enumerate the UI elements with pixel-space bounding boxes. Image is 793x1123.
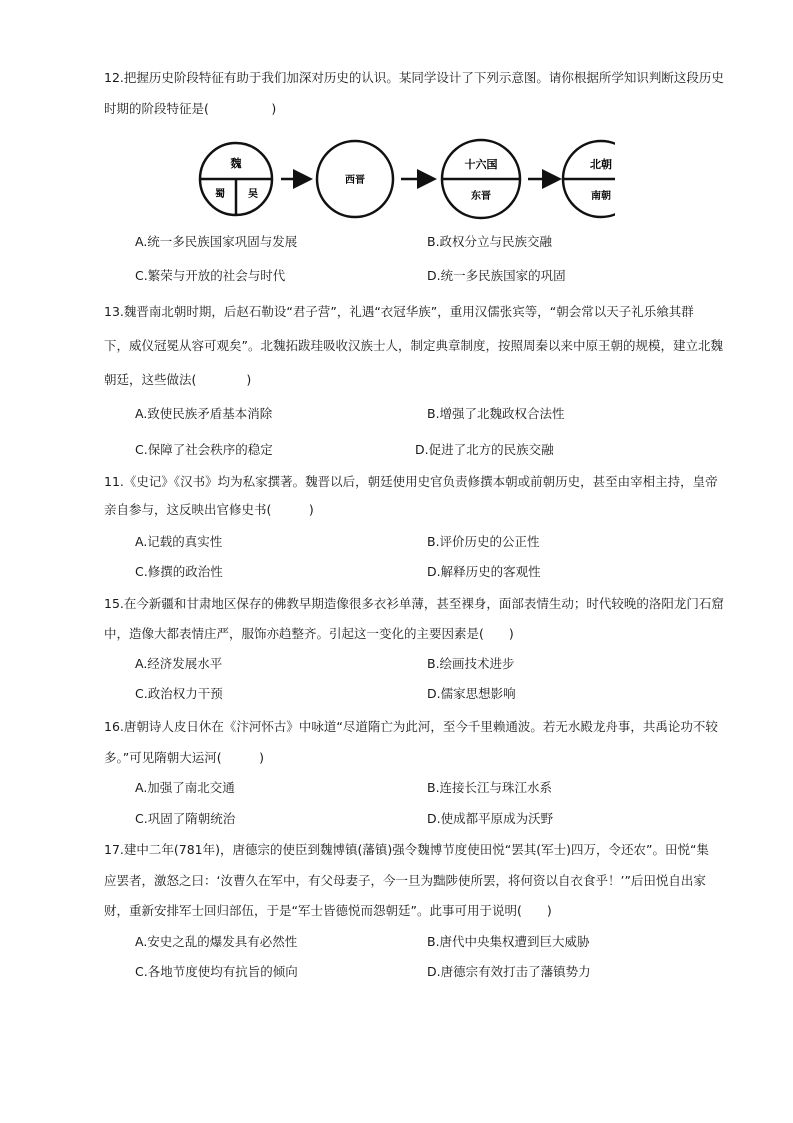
q17-stem-line1: 17.建中二年(781年)，唐德宗的使臣到魏博镇(藩镇)强令魏博节度使田悦“罢其(军士)四万，令还农”。田悦“集 — [104, 842, 709, 857]
q17-stem-line2: 应罢者，激怒之曰：‘汝曹久在军中，有父母妻子，今一旦为黜陟使所罢，将何资以自衣食乎！’”后田悦自出家 — [104, 873, 706, 888]
q12-diagram — [195, 136, 615, 222]
q14-stem-line2: 亲自参与，这反映出官修史书( ) — [104, 502, 314, 517]
q12-option-a[interactable]: A.统一多民族国家巩固与发展 — [135, 234, 298, 249]
q13-stem-line1: 13.魏晋南北朝时期，后赵石勒设“君子营”，礼遇“衣冠华族”，重用汉儒张宾等，“朝会常以天子礼乐飨其群 — [104, 304, 694, 319]
label-shu: 蜀 — [215, 189, 225, 200]
q16-option-b[interactable]: B.连接长江与珠江水系 — [427, 780, 553, 795]
circle-wei-shu-wu — [200, 143, 272, 215]
q12-stem-line1: 12.把握历史阶段特征有助于我们加深对历史的认识。某同学设计了下列示意图。请你根据所学知识判断这段历史 — [104, 70, 724, 85]
q16-stem-line1: 16.唐朝诗人皮日休在《汴河怀古》中咏道“尽道隋亡为此河，至今千里赖通波。若无水殿龙舟事，共禹论功不较 — [104, 719, 718, 734]
q13-option-d[interactable]: D.促进了北方的民族交融 — [415, 442, 554, 457]
label-beichao: 北朝 — [590, 158, 612, 171]
q14-option-d[interactable]: D.解释历史的客观性 — [427, 564, 541, 579]
q15-option-d[interactable]: D.儒家思想影响 — [427, 686, 516, 701]
q13-stem-line3: 朝廷，这些做法( ) — [104, 372, 252, 387]
q12-option-b[interactable]: B.政权分立与民族交融 — [427, 234, 553, 249]
circle-beichao-nanchao — [563, 141, 615, 217]
label-nanchao: 南朝 — [591, 191, 611, 202]
q17-stem-line3: 财，重新安排军士回归部伍，于是“军士皆德悦而怨朝廷”。此事可用于说明( ) — [104, 903, 552, 918]
q12-option-d[interactable]: D.统一多民族国家的巩固 — [427, 268, 566, 283]
q14-option-a[interactable]: A.记载的真实性 — [135, 534, 223, 549]
q17-option-a[interactable]: A.安史之乱的爆发具有必然性 — [135, 934, 298, 949]
label-wei: 魏 — [230, 157, 242, 170]
label-xijin: 西晋 — [345, 175, 365, 186]
q14-option-b[interactable]: B.评价历史的公正性 — [427, 534, 540, 549]
q14-option-c[interactable]: C.修撰的政治性 — [135, 564, 223, 579]
q17-option-c[interactable]: C.各地节度使均有抗旨的倾向 — [135, 964, 298, 979]
circle-sixteen-kingdoms-dongjin — [442, 140, 520, 218]
q15-option-b[interactable]: B.绘画技术进步 — [427, 656, 515, 671]
q15-option-c[interactable]: C.政治权力干预 — [135, 686, 223, 701]
q12-diagram-svg — [195, 136, 615, 222]
q16-option-d[interactable]: D.使成都平原成为沃野 — [427, 811, 554, 826]
q13-option-a[interactable]: A.致使民族矛盾基本消除 — [135, 406, 273, 421]
q16-option-a[interactable]: A.加强了南北交通 — [135, 780, 235, 795]
q15-stem-line1: 15.在今新疆和甘肃地区保存的佛教早期造像很多衣衫单薄，甚至裸身，面部表情生动；时代较晚的洛阳龙门石窟 — [104, 596, 724, 611]
label-wu: 吴 — [248, 189, 258, 200]
q13-stem-line2: 下，威仪冠冕从容可观矣”。北魏拓跋珪吸收汉族士人，制定典章制度，按照周秦以来中原王朝的规模，建立北魏 — [104, 338, 723, 353]
q14-stem-line1: 11.《史记》《汉书》均为私家撰著。魏晋以后，朝廷使用史官负责修撰本朝或前朝历史，甚至由宰相主持，皇帝 — [104, 474, 718, 489]
q12-option-c[interactable]: C.繁荣与开放的社会与时代 — [135, 268, 286, 283]
q15-stem-line2: 中，造像大都表情庄严，服饰亦趋整齐。引起这一变化的主要因素是( ) — [104, 626, 514, 641]
q13-option-c[interactable]: C.保障了社会秩序的稳定 — [135, 442, 273, 457]
q12-stem-line2: 时期的阶段特征是( ) — [104, 101, 277, 116]
q13-option-b[interactable]: B.增强了北魏政权合法性 — [427, 406, 565, 421]
q17-option-b[interactable]: B.唐代中央集权遭到巨大威胁 — [427, 934, 590, 949]
q16-stem-line2: 多。”可见隋朝大运河( ) — [104, 750, 264, 765]
q17-option-d[interactable]: D.唐德宗有效打击了藩镇势力 — [427, 964, 591, 979]
q15-option-a[interactable]: A.经济发展水平 — [135, 656, 223, 671]
q16-option-c[interactable]: C.巩固了隋朝统治 — [135, 811, 236, 826]
circle-xijin — [317, 141, 393, 217]
label-dongjin: 东晋 — [471, 191, 491, 202]
label-sixteen-kingdoms: 十六国 — [464, 158, 498, 171]
